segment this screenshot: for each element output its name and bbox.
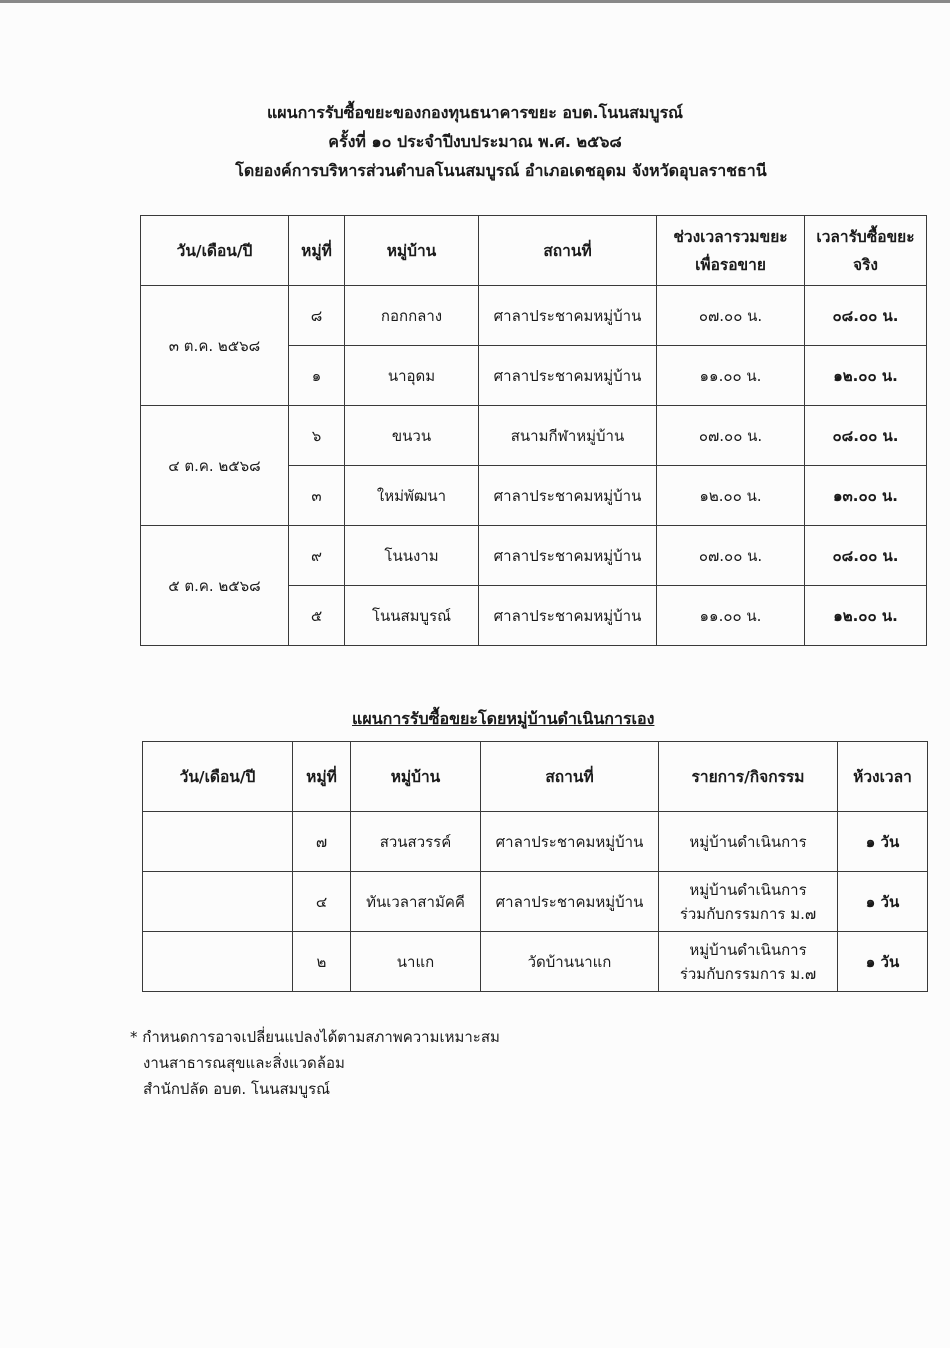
moo-cell: ๙ bbox=[289, 526, 345, 586]
buy-time-cell: ๑๒.๐๐ น. bbox=[805, 346, 927, 406]
collect-time-cell: ๑๑.๐๐ น. bbox=[657, 346, 805, 406]
place-cell: วัดบ้านนาแก bbox=[481, 932, 659, 992]
village-cell: โนนสมบูรณ์ bbox=[345, 586, 479, 646]
date-cell bbox=[143, 812, 293, 872]
period-cell: ๑ วัน bbox=[838, 812, 928, 872]
table-row bbox=[141, 526, 927, 586]
collect-time-cell: ๑๑.๐๐ น. bbox=[657, 586, 805, 646]
table-row bbox=[143, 932, 928, 992]
collect-time-cell: ๐๗.๐๐ น. bbox=[657, 406, 805, 466]
activity-cell: หมู่บ้านดำเนินการ ร่วมกับกรรมการ ม.๗ bbox=[659, 872, 838, 932]
village-plan-title: แผนการรับซื้อขยะโดยหมู่บ้านดำเนินการเอง bbox=[352, 709, 655, 728]
header-village: หมู่บ้าน bbox=[351, 742, 481, 812]
activity-cell: หมู่บ้านดำเนินการ ร่วมกับกรรมการ ม.๗ bbox=[659, 932, 838, 992]
date-cell: ๓ ต.ค. ๒๕๖๘ bbox=[141, 286, 289, 406]
table-row bbox=[141, 406, 927, 466]
place-cell: ศาลาประชาคมหมู่บ้าน bbox=[479, 286, 657, 346]
moo-cell: ๗ bbox=[293, 812, 351, 872]
office-name: สำนักปลัด อบต. โนนสมบูรณ์ bbox=[143, 1080, 331, 1098]
collect-time-cell: ๐๗.๐๐ น. bbox=[657, 286, 805, 346]
header-title: แผนการรับซื้อขยะของกองทุนธนาคารขยะ อบต.โนนสมบูรณ์ bbox=[266, 103, 684, 122]
date-cell: ๕ ต.ค. ๒๕๖๘ bbox=[141, 526, 289, 646]
buy-time-cell: ๐๘.๐๐ น. bbox=[805, 286, 927, 346]
moo-cell: ๒ bbox=[293, 932, 351, 992]
activity-cell: หมู่บ้านดำเนินการ bbox=[659, 812, 838, 872]
schedule-note: * กำหนดการอาจเปลี่ยนแปลงได้ตามสภาพความเหมาะสม bbox=[130, 1028, 500, 1046]
village-cell: ทันเวลาสามัคคี bbox=[351, 872, 481, 932]
village-cell: กอกกลาง bbox=[345, 286, 479, 346]
date-cell: ๔ ต.ค. ๒๕๖๘ bbox=[141, 406, 289, 526]
header-activity: รายการ/กิจกรรม bbox=[659, 742, 838, 812]
header-period: ห้วงเวลา bbox=[838, 742, 928, 812]
village-cell: โนนงาม bbox=[345, 526, 479, 586]
date-cell bbox=[143, 872, 293, 932]
footer-notes bbox=[130, 1024, 500, 1102]
village-cell: สวนสวรรค์ bbox=[351, 812, 481, 872]
table-header-row bbox=[141, 216, 927, 286]
buy-time-cell: ๐๘.๐๐ น. bbox=[805, 526, 927, 586]
collect-time-cell: ๐๗.๐๐ น. bbox=[657, 526, 805, 586]
buy-time-cell: ๑๓.๐๐ น. bbox=[805, 466, 927, 526]
buy-schedule-table bbox=[140, 215, 927, 646]
table-header-row bbox=[143, 742, 928, 812]
header-date: วัน/เดือน/ปี bbox=[143, 742, 293, 812]
header-buy-time: เวลารับซื้อขยะ จริง bbox=[805, 216, 927, 286]
header-place: สถานที่ bbox=[481, 742, 659, 812]
moo-cell: ๖ bbox=[289, 406, 345, 466]
moo-cell: ๓ bbox=[289, 466, 345, 526]
place-cell: ศาลาประชาคมหมู่บ้าน bbox=[479, 526, 657, 586]
header-collect-time: ช่วงเวลารวมขยะ เพื่อรอขาย bbox=[657, 216, 805, 286]
header-moo: หมู่ที่ bbox=[293, 742, 351, 812]
moo-cell: ๑ bbox=[289, 346, 345, 406]
department-name: งานสาธารณสุขและสิ่งแวดล้อม bbox=[143, 1054, 345, 1072]
moo-cell: ๕ bbox=[289, 586, 345, 646]
table-row bbox=[143, 812, 928, 872]
period-cell: ๑ วัน bbox=[838, 872, 928, 932]
place-cell: ศาลาประชาคมหมู่บ้าน bbox=[481, 812, 659, 872]
village-cell: ขนวน bbox=[345, 406, 479, 466]
period-cell: ๑ วัน bbox=[838, 932, 928, 992]
header-village: หมู่บ้าน bbox=[345, 216, 479, 286]
place-cell: ศาลาประชาคมหมู่บ้าน bbox=[479, 346, 657, 406]
moo-cell: ๔ bbox=[293, 872, 351, 932]
table-row bbox=[143, 872, 928, 932]
place-cell: ศาลาประชาคมหมู่บ้าน bbox=[481, 872, 659, 932]
header-organization: โดยองค์การบริหารส่วนตำบลโนนสมบูรณ์ อำเภอเดชอุดม จังหวัดอุบลราชธานี bbox=[235, 161, 767, 180]
place-cell: ศาลาประชาคมหมู่บ้าน bbox=[479, 586, 657, 646]
moo-cell: ๘ bbox=[289, 286, 345, 346]
buy-time-cell: ๐๘.๐๐ น. bbox=[805, 406, 927, 466]
header-moo: หมู่ที่ bbox=[289, 216, 345, 286]
village-plan-table bbox=[142, 741, 928, 992]
date-cell bbox=[143, 932, 293, 992]
document-header bbox=[0, 98, 950, 185]
village-cell: ใหม่พัฒนา bbox=[345, 466, 479, 526]
header-place: สถานที่ bbox=[479, 216, 657, 286]
header-round: ครั้งที่ ๑๐ ประจำปีงบประมาณ พ.ศ. ๒๕๖๘ bbox=[328, 132, 622, 151]
place-cell: ศาลาประชาคมหมู่บ้าน bbox=[479, 466, 657, 526]
scan-edge-line bbox=[0, 0, 950, 3]
table-row bbox=[141, 286, 927, 346]
village-cell: นาแก bbox=[351, 932, 481, 992]
header-date: วัน/เดือน/ปี bbox=[141, 216, 289, 286]
collect-time-cell: ๑๒.๐๐ น. bbox=[657, 466, 805, 526]
village-cell: นาอุดม bbox=[345, 346, 479, 406]
buy-time-cell: ๑๒.๐๐ น. bbox=[805, 586, 927, 646]
place-cell: สนามกีฬาหมู่บ้าน bbox=[479, 406, 657, 466]
